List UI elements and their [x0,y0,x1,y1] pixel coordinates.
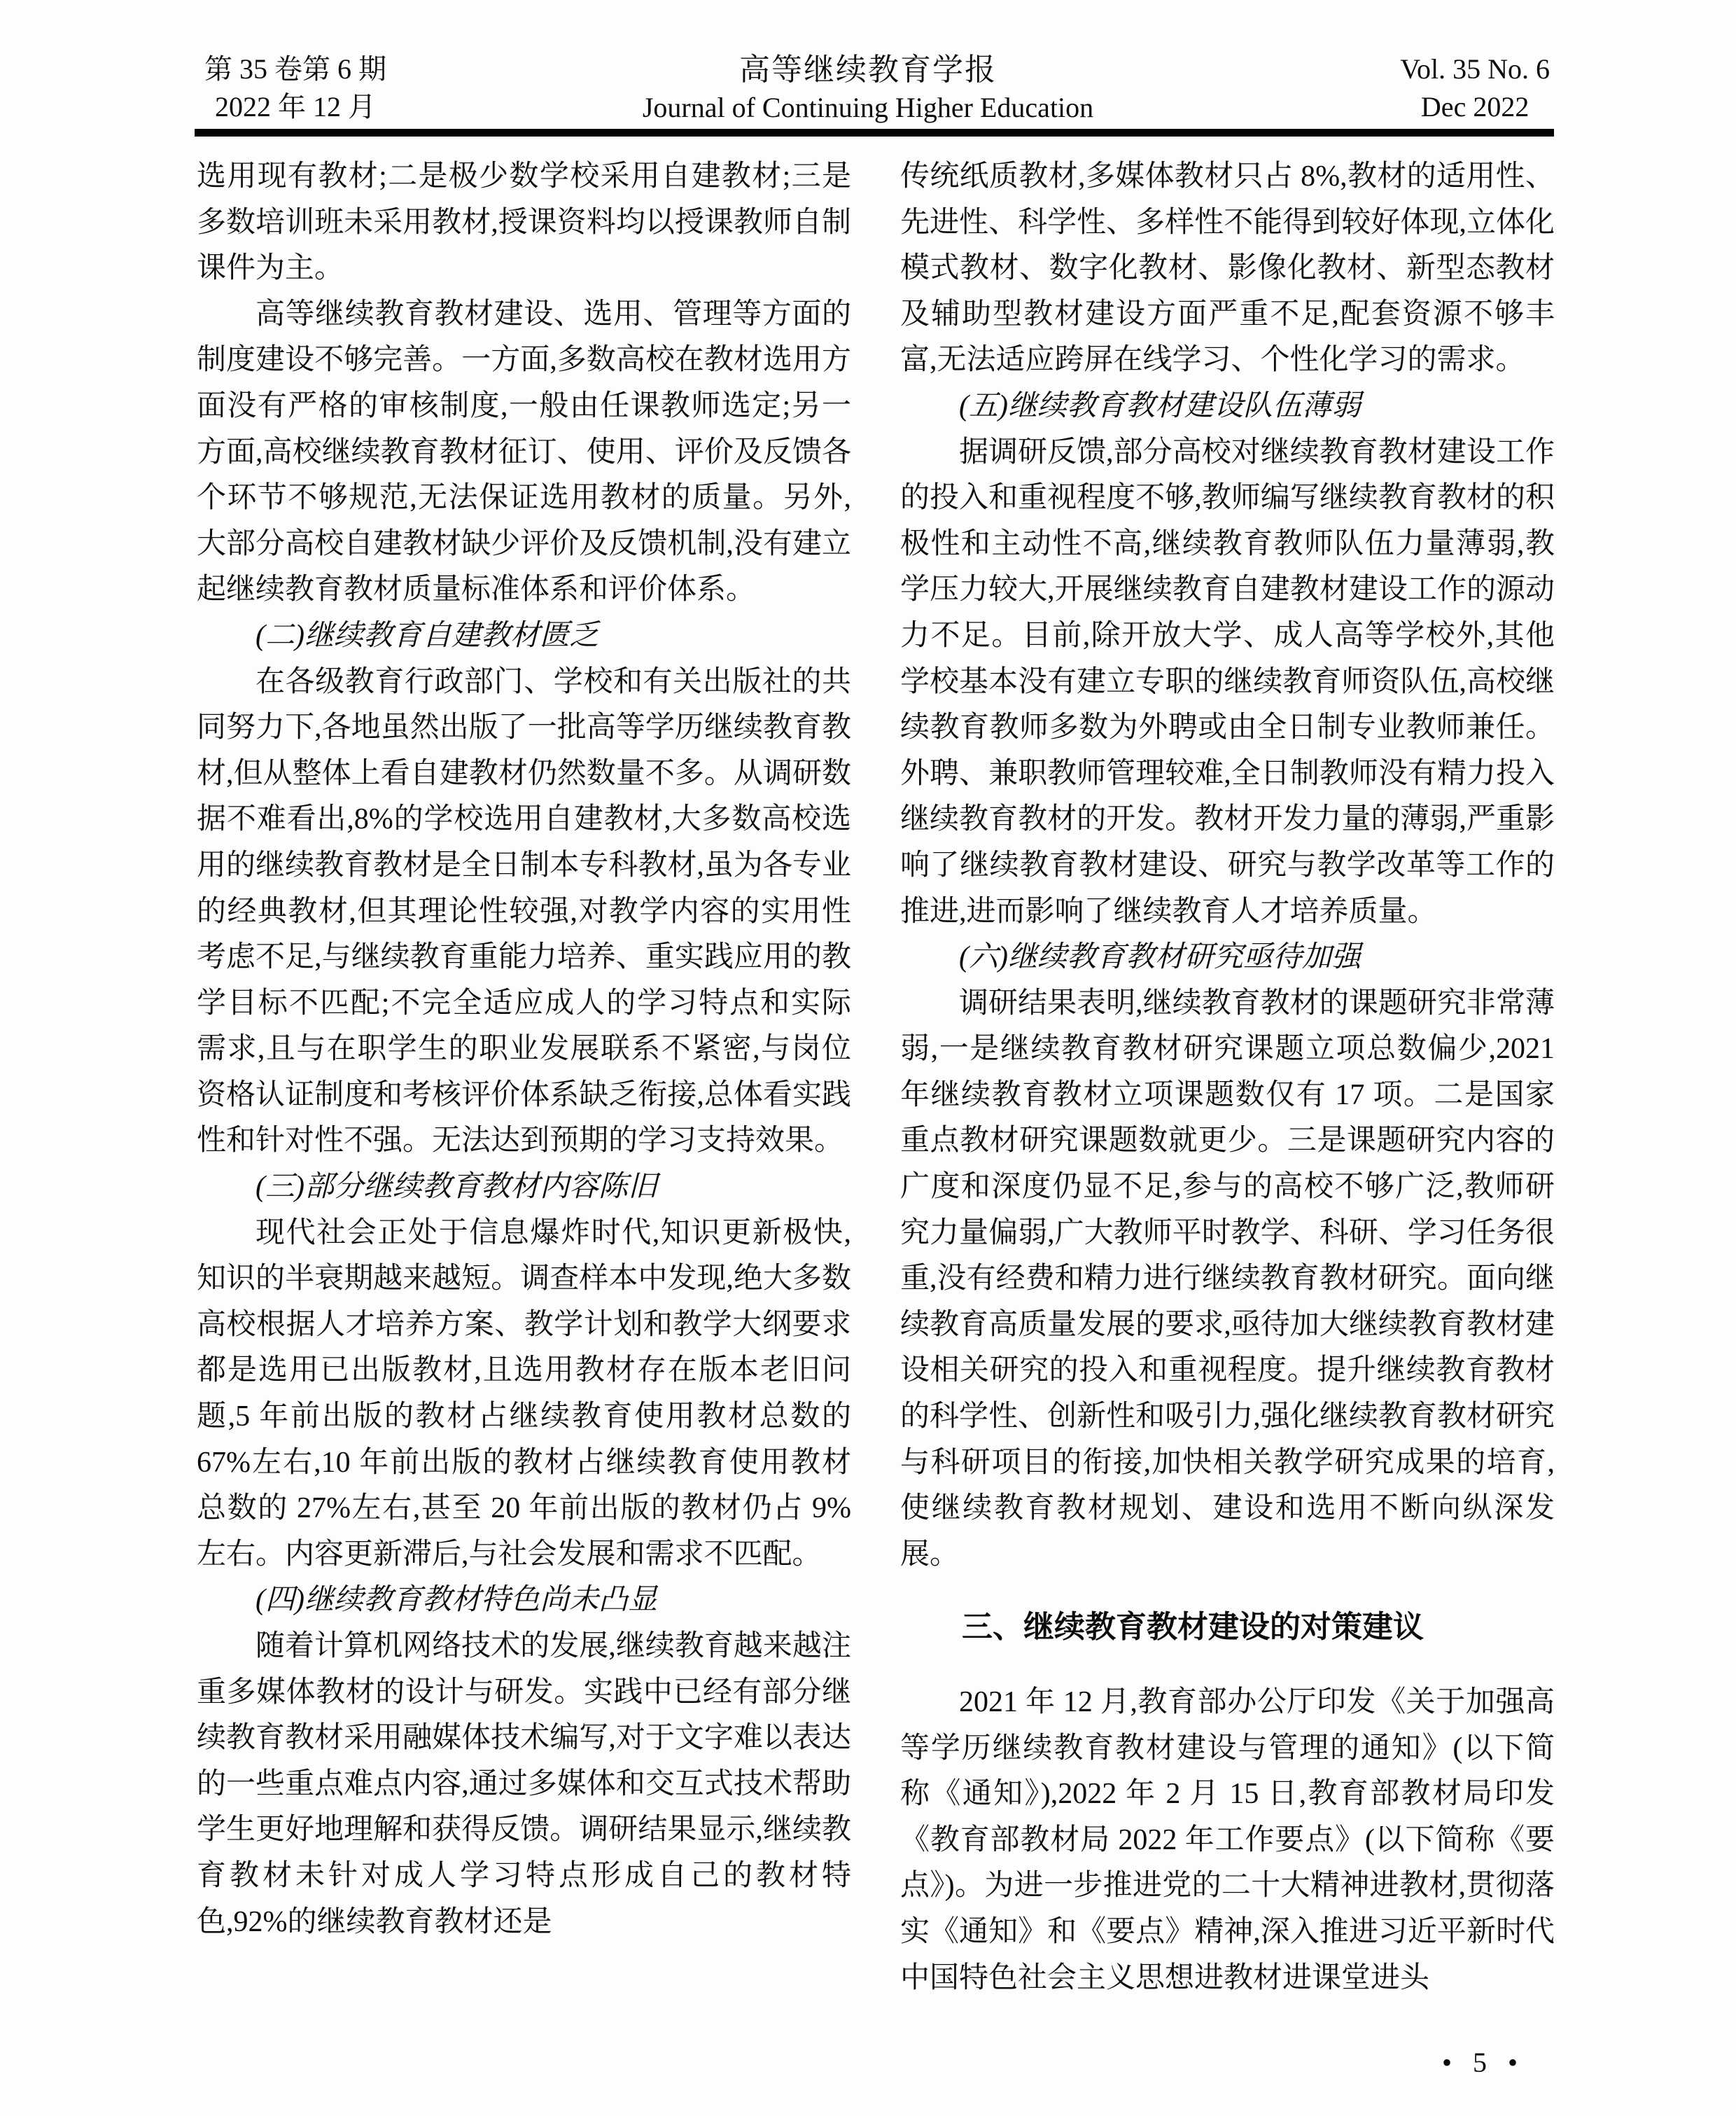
journal-title-en: Journal of Continuing Higher Education [642,92,1094,123]
volume-issue-cn: 第 35 卷第 6 期 [204,53,386,85]
page-number: • 5 • [1442,2047,1525,2078]
left-column [197,154,851,1945]
clause-subheading: (四)继续教育教材特色尚未凸显 [255,1584,657,1617]
body-paragraph: 现代社会正处于信息爆炸时代,知识更新极快,知识的半衰期越来越短。调查样本中发现,绝大多数高校根据人才培养方案、教学计划和教学大纲要求都是选用已出版教材,且选用教材存在版本老旧问题,5 年前出版的教材占继续教育使用教材总数的 67%左右,10 年前出版的教材占继续教育使用教材总数的 27%左右,甚至 20 年前出版的教材仍占 9%左右。内容更新滞后,与社会发展和需求不匹配。 [197,1216,851,1571]
body-paragraph: 调研结果表明,继续教育教材的课题研究非常薄弱,一是继续教育教材研究课题立项总数偏少,2021 年继续教育教材立项课题数仅有 17 项。二是国家重点教材研究课题数就更少。三是课题研究内容的广度和深度仍显不足,参与的高校不够广泛,教师研究力量偏弱,广大教师平时教学、科研、学习任务很重,没有经费和精力进行继续教育教材研究。面向继续教育高质量发展的要求,亟待加大继续教育教材建设相关研究的投入和重视程度。提升继续教育教材的科学性、创新性和吸引力,强化继续教育教材研究与科研项目的衔接,加快相关教学研究成果的培育,使继续教育教材规划、建设和选用不断向纵深发展。 [900,987,1555,1571]
section-heading: 三、继续教育教材建设的对策建议 [962,1610,1424,1645]
body-paragraph: 在各级教育行政部门、学校和有关出版社的共同努力下,各地虽然出版了一批高等学历继续教育教材,但从整体上看自建教材仍然数量不多。从调研数据不难看出,8%的学校选用自建教材,大多数高校选用的继续教育教材是全日制本专科教材,虽为各专业的经典教材,但其理论性较强,对教学内容的实用性考虑不足,与继续教育重能力培养、重实践应用的教学目标不匹配;不完全适应成人的学习特点和实际需求,且与在职学生的职业发展联系不紧密,与岗位资格认证制度和考核评价体系缺乏衔接,总体看实践性和针对性不强。无法达到预期的学习支持效果。 [197,665,851,1157]
date-cn: 2022 年 12 月 [215,91,376,123]
body-paragraph: 据调研反馈,部分高校对继续教育教材建设工作的投入和重视程度不够,教师编写继续教育教材的积极性和主动性不高,继续教育教师队伍力量薄弱,教学压力较大,开展继续教育自建教材建设工作的源动力不足。目前,除开放大学、成人高等学校外,其他学校基本没有建立专职的继续教育师资队伍,高校继续教育教师多数为外聘或由全日制专业教师兼任。外聘、兼职教师管理较难,全日制教师没有精力投入继续教育教材的开发。教材开发力量的薄弱,严重影响了继续教育教材建设、研究与教学改革等工作的推进,进而影响了继续教育人才培养质量。 [900,436,1555,928]
body-paragraph: 2021 年 12 月,教育部办公厅印发《关于加强高等学历继续教育教材建设与管理的通知》(以下简称《通知》),2022 年 2 月 15 日,教育部教材局印发《教育部教材局 2022 年工作要点》(以下简称《要点》)。为进一步推进党的二十大精神进教材,贯彻落实《通知》和《要点》精神,深入推进习近平新时代中国特色社会主义思想进教材进课堂进头 [900,1686,1555,1994]
journal-title-cn: 高等继续教育学报 [739,53,997,87]
date-en: Dec 2022 [1420,91,1530,123]
body-paragraph: 随着计算机网络技术的发展,继续教育越来越注重多媒体教材的设计与研发。实践中已经有部分继续教育教材采用融媒体技术编写,对于文字难以表达的一些重点难点内容,通过多媒体和交互式技术帮助学生更好地理解和获得反馈。调研结果显示,继续教育教材未针对成人学习特点形成自己的教材特色,92%的继续教育教材还是 [197,1630,851,1938]
right-column [900,154,1555,2001]
clause-subheading: (二)继续教育自建教材匮乏 [255,619,598,652]
body-paragraph: 传统纸质教材,多媒体教材只占 8%,教材的适用性、先进性、科学性、多样性不能得到较好体现,立体化模式教材、数字化教材、影像化教材、新型态教材及辅助型教材建设方面严重不足,配套资源不够丰富,无法适应跨屏在线学习、个性化学习的需求。 [900,160,1555,377]
body-paragraph: 选用现有教材;二是极少数学校采用自建教材;三是多数培训班未采用教材,授课资料均以授课教师自制课件为主。 [197,160,851,285]
body-paragraph: 高等继续教育教材建设、选用、管理等方面的制度建设不够完善。一方面,多数高校在教材选用方面没有严格的审核制度,一般由任课教师选定;另一方面,高校继续教育教材征订、使用、评价及反馈各个环节不够规范,无法保证选用教材的质量。另外,大部分高校自建教材缺少评价及反馈机制,没有建立起继续教育教材质量标准体系和评价体系。 [197,298,851,606]
clause-subheading: (六)继续教育教材研究亟待加强 [959,941,1361,974]
header-divider-rule [195,129,1554,137]
volume-issue-en: Vol. 35 No. 6 [1400,53,1550,85]
header-volume-issue-en [1400,50,1550,126]
clause-subheading: (五)继续教育教材建设队伍薄弱 [959,389,1361,422]
clause-subheading: (三)部分继续教育教材内容陈旧 [255,1171,657,1204]
